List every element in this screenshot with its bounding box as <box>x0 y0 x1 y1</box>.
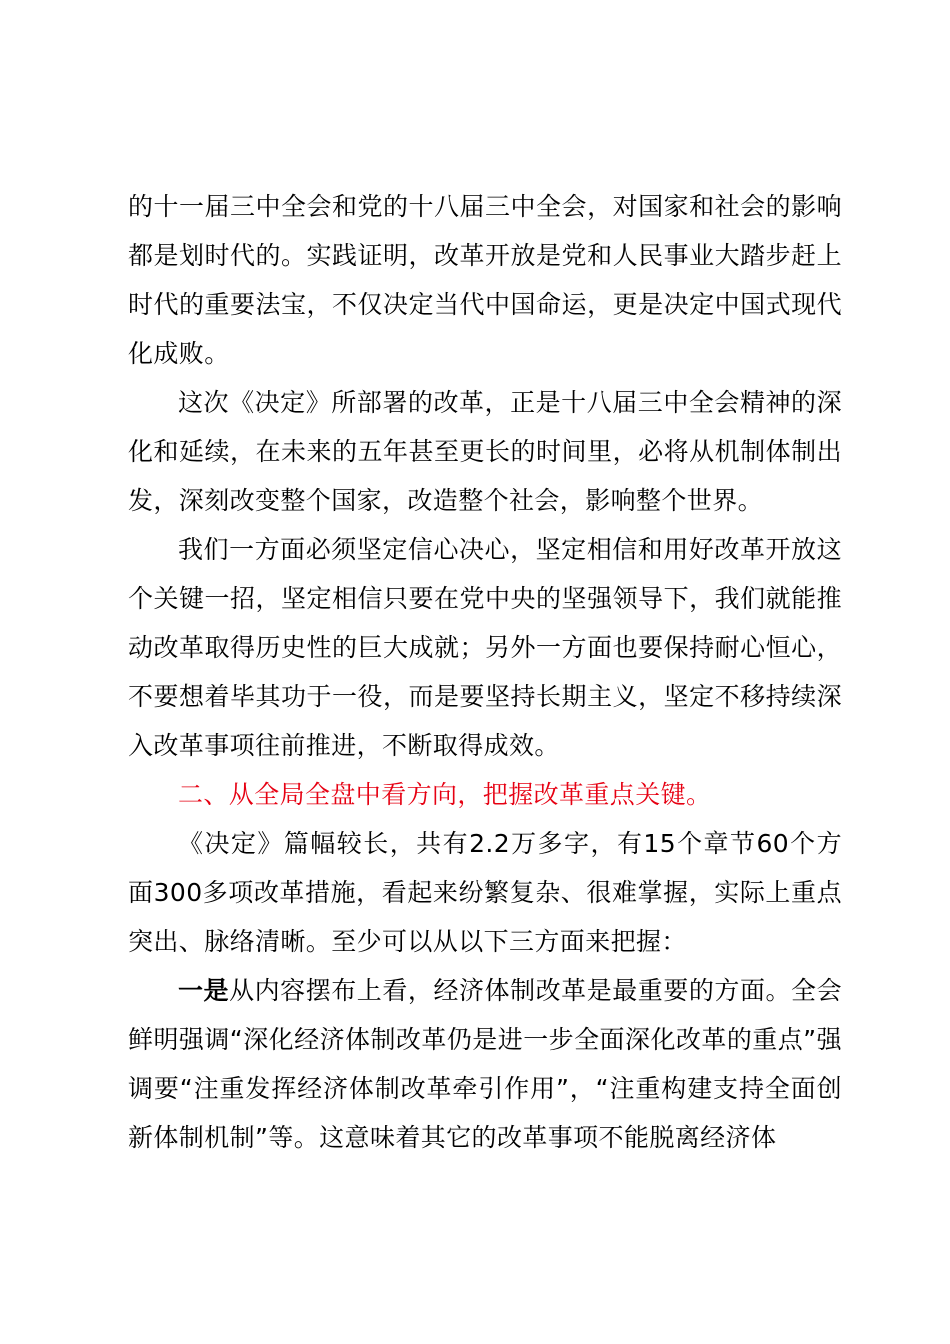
section-heading: 二、从全局全盘中看方向，把握改革重点关键。 <box>178 780 712 809</box>
paragraph-3: 我们一方面必须坚定信心决心，坚定相信和用好改革开放这个关键一招，坚定相信只要在党中央的坚强领导下，我们就能推动改革取得历史性的巨大成就；另外一方面也要保持耐心恒心，不要想着毕其功于一役，而是要坚持长期主义，坚定不移持续深入改革事项往前推进，不断取得成效。 <box>128 535 842 760</box>
paragraph-after-heading: 《决定》篇幅较长，共有2.2万多字，有15个章节60个方面300多项改革措施，看起来纷繁复杂、很难掌握，实际上重点突出、脉络清晰。至少可以从以下三方面来把握： <box>128 829 842 956</box>
point-one-text: 从内容摆布上看，经济体制改革是最重要的方面。全会鲜明强调“深化经济体制改革仍是进一步全面深化改革的重点”强调要“注重发挥经济体制改革牵引作用”，“注重构建支持全面创新体制机制”等。这意味着其它的改革事项不能脱离经济体 <box>128 976 842 1152</box>
point-one-lead: 一是 <box>178 976 230 1005</box>
paragraph-2: 这次《决定》所部署的改革，正是十八届三中全会精神的深化和延续，在未来的五年甚至更长的时间里，必将从机制体制出发，深刻改变整个国家，改造整个社会，影响整个世界。 <box>128 388 842 515</box>
document-body <box>128 182 842 1162</box>
point-one-paragraph <box>128 966 842 1162</box>
paragraph-1: 的十一届三中全会和党的十八届三中全会，对国家和社会的影响都是划时代的。实践证明，改革开放是党和人民事业大踏步赶上时代的重要法宝，不仅决定当代中国命运，更是决定中国式现代化成败。 <box>128 192 842 368</box>
